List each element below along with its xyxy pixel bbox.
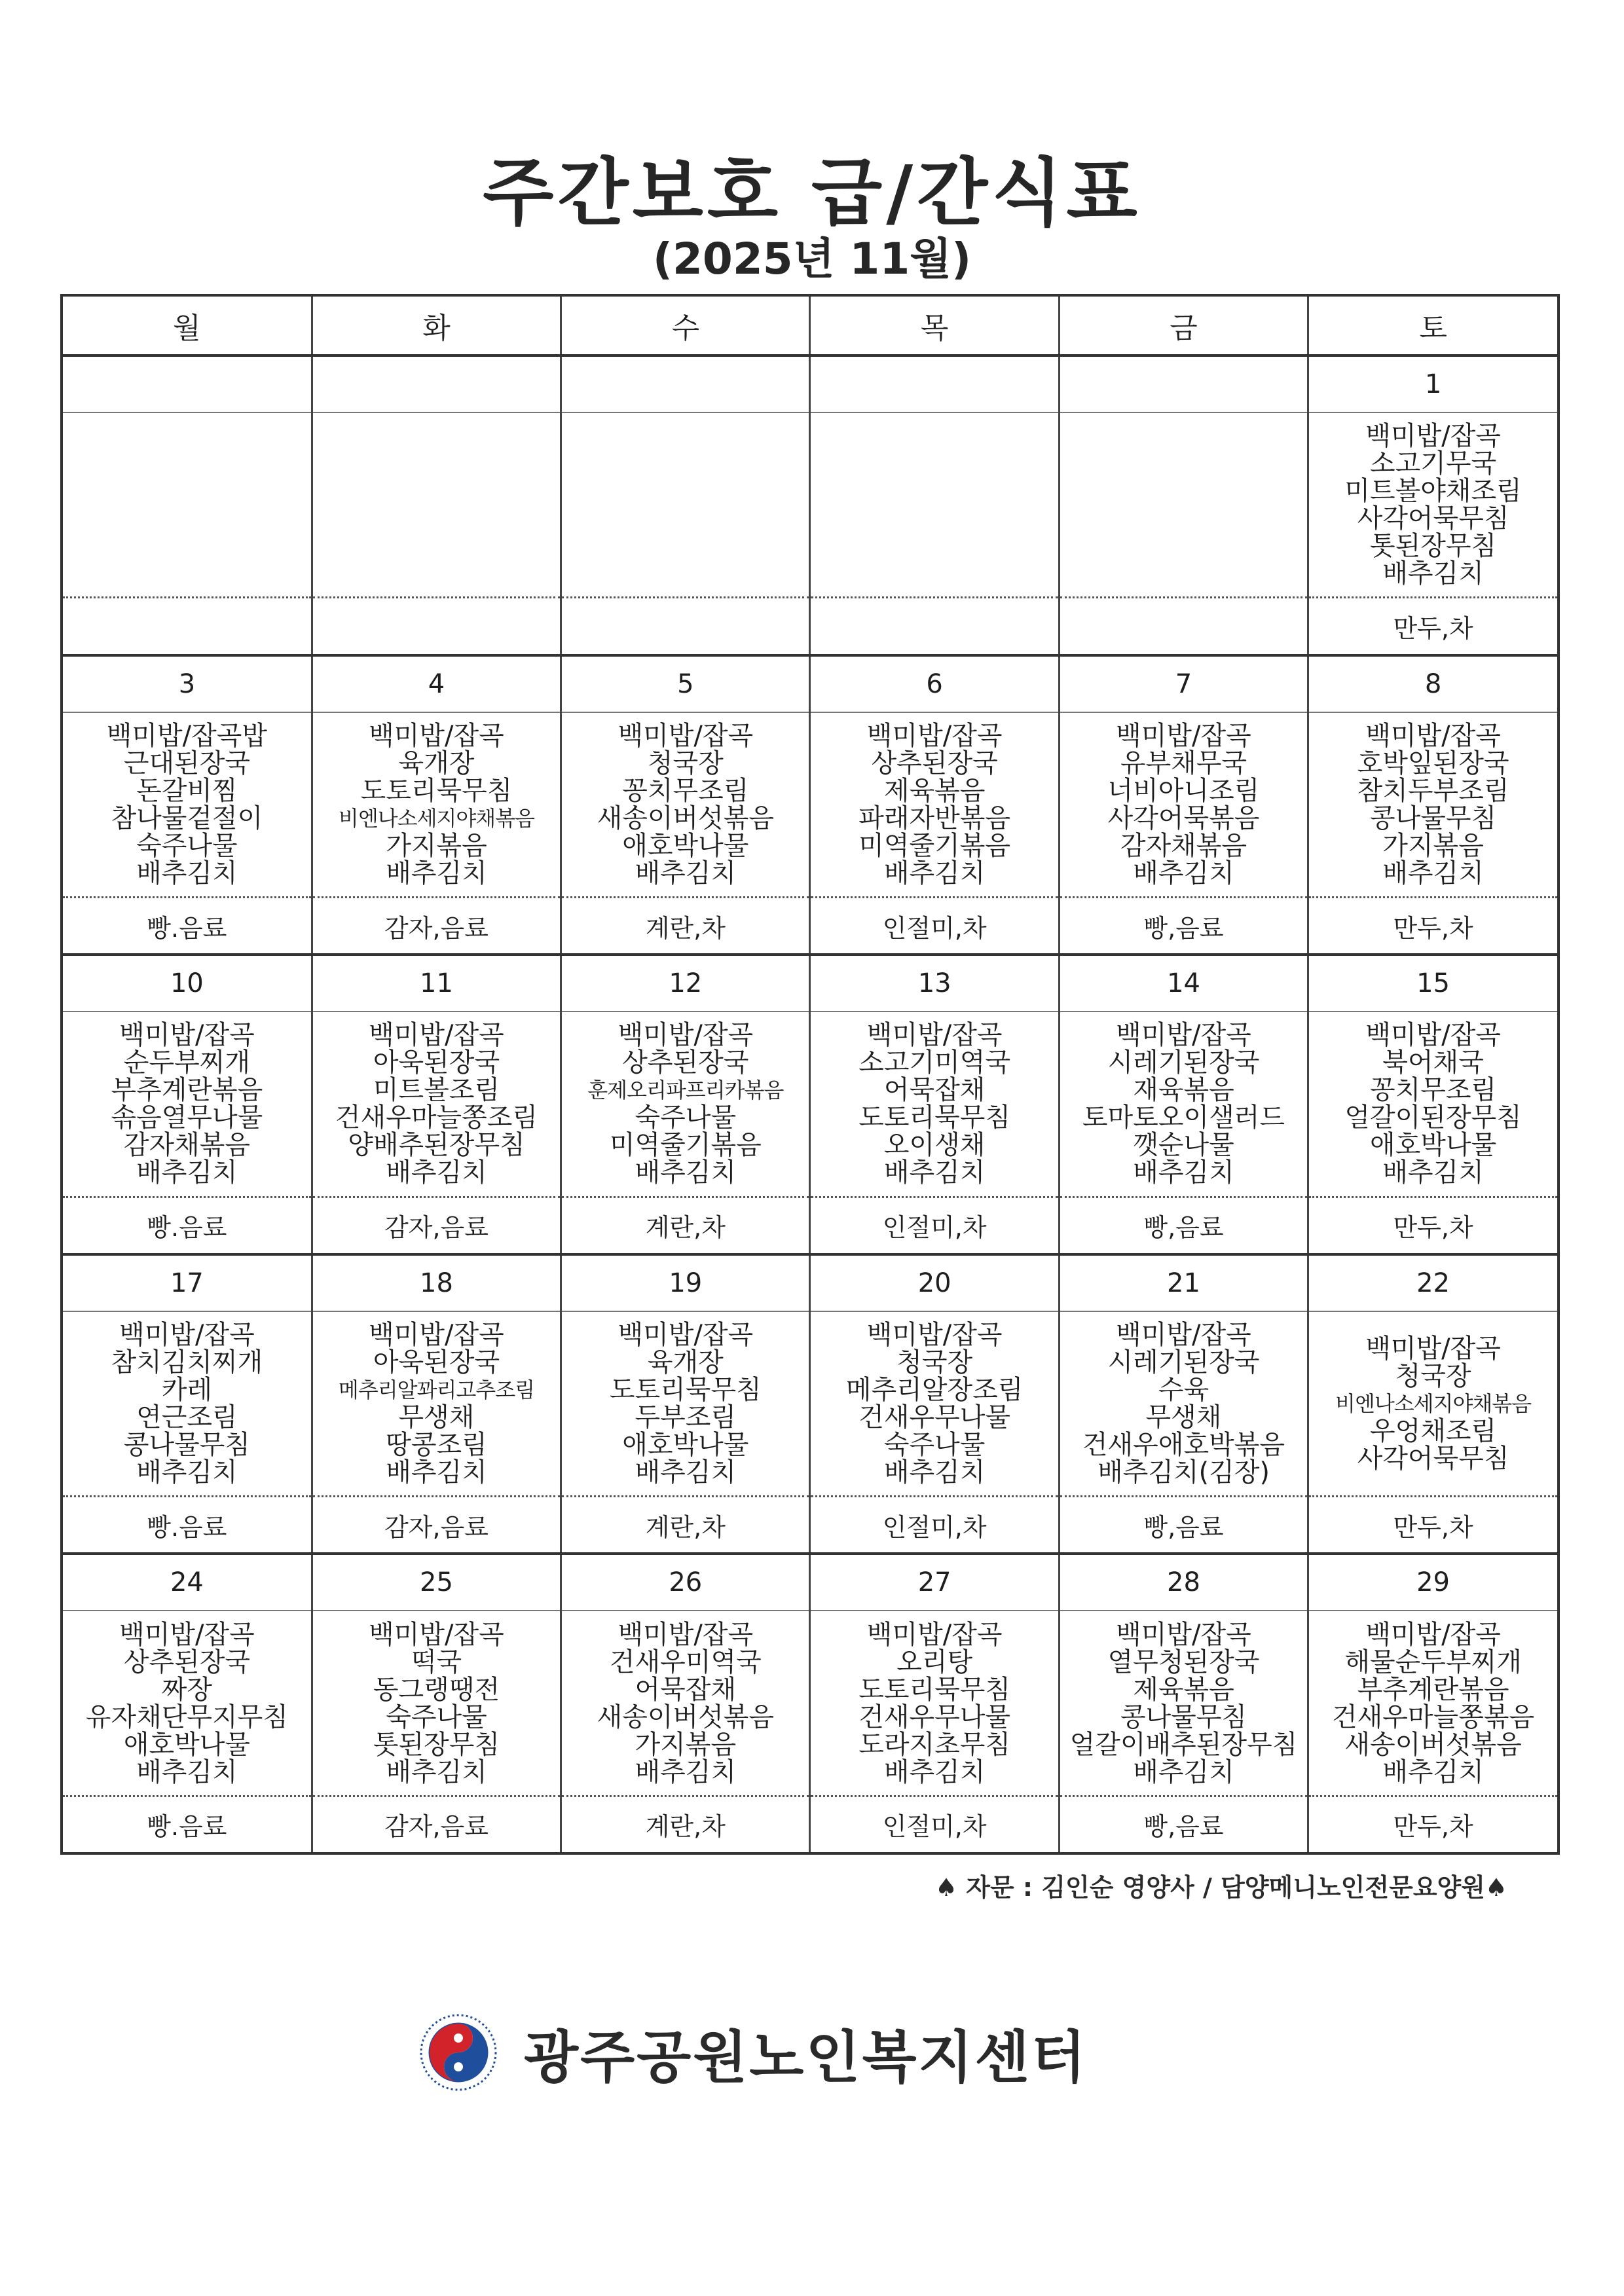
menu-item: 어묵잡채 (883, 1075, 986, 1106)
menu-cell (810, 412, 1059, 598)
menu-item: 백미밥/잡곡 (1116, 1619, 1251, 1650)
menu-item: 애호박나물 (622, 830, 749, 861)
date-row (63, 355, 1557, 412)
menu-item: 배추김치 (883, 1157, 986, 1188)
menu-item: 배추김치(김장) (1097, 1457, 1270, 1488)
menu-item: 메추리알꽈리고추조림 (338, 1377, 535, 1403)
snack-cell: 인절미,차 (810, 1796, 1059, 1852)
menu-item: 백미밥/잡곡 (1365, 1334, 1501, 1364)
date-cell: 19 (561, 1254, 810, 1311)
menu-item: 배추김치 (1133, 1757, 1234, 1787)
menu-cell (1308, 1611, 1557, 1796)
menu-item: 상추된장국 (123, 1647, 251, 1677)
menu-item: 도토리묵무침 (858, 1102, 1011, 1133)
weekday-header: 목 (810, 297, 1059, 355)
snack-cell: 빵,음료 (1059, 1796, 1308, 1852)
organization-name: 광주공원노인복지센터 (524, 2025, 1088, 2090)
menu-item: 두부조림 (635, 1402, 737, 1433)
menu-item: 숙주나물 (883, 1430, 986, 1461)
menu-cell (810, 1611, 1059, 1796)
menu-item: 깻순나물 (1133, 1130, 1234, 1161)
menu-item: 백미밥/잡곡 (1116, 720, 1251, 751)
menu-item: 애호박나물 (622, 1430, 749, 1461)
date-cell: 18 (312, 1254, 561, 1311)
menu-item: 우엉채조림 (1369, 1416, 1497, 1447)
menu-item: 메추리알장조림 (845, 1375, 1024, 1406)
menu-cell (1308, 412, 1557, 598)
snack-row (63, 1197, 1557, 1254)
weekday-header: 금 (1059, 297, 1308, 355)
menu-item: 건새우마늘쫑조림 (335, 1102, 538, 1133)
snack-cell (312, 598, 561, 655)
date-cell: 10 (63, 955, 312, 1011)
menu-item: 가지볶음 (386, 830, 487, 861)
weekday-header: 월 (63, 297, 312, 355)
menu-item: 건새우무나물 (858, 1402, 1011, 1433)
snack-cell (561, 598, 810, 655)
menu-item: 훈제오리파프리카볶음 (587, 1078, 784, 1103)
menu-item: 육개장 (398, 748, 475, 778)
advisory-note: ♠ 자문 : 김인순 영양사 / 담양메니노인전문요양원♠ (934, 1873, 1507, 1902)
page-title: 주간보호 급/간식표 (483, 151, 1141, 236)
date-cell (312, 355, 561, 412)
menu-cell (63, 1311, 312, 1497)
snack-cell (810, 598, 1059, 655)
date-cell: 5 (561, 655, 810, 712)
menu-item: 얼갈이된장무침 (1344, 1102, 1522, 1133)
menu-item: 백미밥/잡곡 (119, 1619, 255, 1650)
snack-cell: 만두,차 (1308, 598, 1557, 655)
menu-item: 숙주나물 (136, 830, 238, 861)
snack-cell: 빵,음료 (1059, 1497, 1308, 1554)
menu-item: 미트볼조림 (373, 1075, 500, 1106)
menu-item: 동그랭땡전 (373, 1674, 500, 1705)
weekday-header: 토 (1308, 297, 1557, 355)
menu-cell (561, 1011, 810, 1197)
menu-item: 숙주나물 (386, 1702, 487, 1732)
menu-cell (1308, 712, 1557, 898)
menu-item: 가지볶음 (1382, 830, 1484, 861)
date-row (63, 655, 1557, 712)
menu-item: 건새우애호박볶음 (1082, 1430, 1285, 1461)
snack-row (63, 598, 1557, 655)
menu-cell (1308, 1311, 1557, 1497)
menu-item: 배추김치 (136, 1157, 238, 1188)
menu-cell (63, 412, 312, 598)
snack-cell: 만두,차 (1308, 1497, 1557, 1554)
snack-cell: 감자,음료 (312, 1197, 561, 1254)
menu-item: 떡국 (411, 1647, 462, 1677)
menu-item: 제육볶음 (883, 775, 986, 806)
menu-item: 카레 (161, 1375, 213, 1406)
menu-item: 배추김치 (883, 1757, 986, 1787)
menu-item: 백미밥/잡곡 (1365, 1619, 1501, 1650)
menu-item: 백미밥/잡곡밥 (106, 720, 268, 751)
date-row (63, 1254, 1557, 1311)
menu-row (63, 1311, 1557, 1497)
weeks-body (63, 355, 1557, 1852)
menu-item: 배추김치 (386, 1757, 487, 1787)
menu-item: 근대된장국 (123, 748, 251, 778)
menu-item: 백미밥/잡곡 (119, 1320, 255, 1351)
menu-item: 배추김치 (386, 1457, 487, 1488)
date-cell (1059, 355, 1308, 412)
menu-cell (561, 412, 810, 598)
menu-row (63, 412, 1557, 598)
menu-item: 부추계란볶음 (1357, 1674, 1509, 1705)
menu-item: 애호박나물 (123, 1729, 251, 1760)
date-row (63, 955, 1557, 1011)
menu-item: 양배추된장무침 (348, 1130, 525, 1161)
menu-cell (1059, 1311, 1308, 1497)
date-row (63, 1554, 1557, 1611)
menu-item: 어묵잡채 (635, 1674, 737, 1705)
menu-item: 육개장 (647, 1347, 724, 1378)
menu-item: 짜장 (161, 1674, 213, 1705)
menu-item: 청국장 (896, 1347, 973, 1378)
menu-item: 가지볶음 (635, 1729, 737, 1760)
date-cell: 12 (561, 955, 810, 1011)
menu-item: 오이생채 (883, 1130, 986, 1161)
menu-cell (1059, 1011, 1308, 1197)
menu-cell (1059, 712, 1308, 898)
date-cell: 22 (1308, 1254, 1557, 1311)
menu-item: 백미밥/잡곡 (369, 720, 504, 751)
date-cell (63, 355, 312, 412)
menu-cell (810, 1311, 1059, 1497)
weekday-header: 화 (312, 297, 561, 355)
menu-item: 백미밥/잡곡 (1116, 1320, 1251, 1351)
menu-item: 꽁치무조림 (1369, 1075, 1497, 1106)
menu-cell (1059, 412, 1308, 598)
snack-cell: 만두,차 (1308, 898, 1557, 955)
menu-item: 도토리묵무침 (609, 1375, 762, 1406)
menu-item: 감자채볶음 (123, 1130, 251, 1161)
menu-cell (1308, 1011, 1557, 1197)
date-cell: 8 (1308, 655, 1557, 712)
menu-item: 아욱된장국 (373, 1347, 500, 1378)
menu-item: 감자채볶음 (1120, 830, 1247, 861)
menu-row (63, 1611, 1557, 1796)
menu-item: 새송이버섯볶음 (597, 803, 775, 833)
menu-item: 배추김치 (386, 1157, 487, 1188)
menu-item: 백미밥/잡곡 (1365, 720, 1501, 751)
date-cell: 14 (1059, 955, 1308, 1011)
menu-row (63, 712, 1557, 898)
snack-cell (1059, 598, 1308, 655)
menu-item: 백미밥/잡곡 (618, 720, 754, 751)
menu-item: 백미밥/잡곡 (866, 720, 1003, 751)
menu-item: 백미밥/잡곡 (1365, 1020, 1501, 1051)
menu-item: 배추김치 (1133, 1157, 1234, 1188)
menu-item: 제육볶음 (1133, 1674, 1234, 1705)
menu-item: 소고기무국 (1369, 448, 1497, 479)
menu-item: 백미밥/잡곡 (1365, 421, 1501, 452)
date-cell: 20 (810, 1254, 1059, 1311)
menu-cell (810, 712, 1059, 898)
menu-item: 청국장 (647, 748, 724, 778)
menu-item: 솎음열무나물 (111, 1102, 263, 1133)
menu-item: 숙주나물 (635, 1102, 737, 1133)
menu-item: 유부채무국 (1120, 748, 1247, 778)
menu-item: 땅콩조림 (386, 1430, 487, 1461)
menu-item: 도토리묵무침 (858, 1674, 1011, 1705)
menu-table-frame (60, 294, 1560, 1855)
snack-cell: 감자,음료 (312, 898, 561, 955)
menu-item: 백미밥/잡곡 (866, 1619, 1003, 1650)
menu-item: 토마토오이샐러드 (1082, 1102, 1285, 1133)
snack-row (63, 1796, 1557, 1852)
date-cell (561, 355, 810, 412)
menu-item: 북어채국 (1382, 1048, 1484, 1078)
menu-cell (312, 712, 561, 898)
snack-cell: 인절미,차 (810, 1497, 1059, 1554)
menu-cell (312, 1311, 561, 1497)
menu-item: 새송이버섯볶음 (597, 1702, 775, 1732)
menu-cell (561, 1611, 810, 1796)
menu-cell (312, 412, 561, 598)
menu-item: 배추김치 (386, 858, 487, 888)
menu-item: 톳된장무침 (1369, 531, 1497, 562)
menu-item: 참치김치찌개 (111, 1347, 263, 1378)
menu-cell (312, 1611, 561, 1796)
date-cell: 15 (1308, 955, 1557, 1011)
snack-cell: 인절미,차 (810, 1197, 1059, 1254)
date-cell: 29 (1308, 1554, 1557, 1611)
menu-item: 참나물겉절이 (111, 803, 263, 833)
menu-item: 백미밥/잡곡 (369, 1320, 504, 1351)
snack-cell: 계란,차 (561, 1796, 810, 1852)
snack-cell: 감자,음료 (312, 1796, 561, 1852)
menu-item: 사각어묵무침 (1357, 1444, 1509, 1474)
date-cell: 26 (561, 1554, 810, 1611)
menu-item: 시레기된장국 (1107, 1347, 1260, 1378)
menu-item: 배추김치 (635, 1757, 737, 1787)
menu-row (63, 1011, 1557, 1197)
date-cell (810, 355, 1059, 412)
menu-cell (312, 1011, 561, 1197)
menu-item: 배추김치 (1382, 1157, 1484, 1188)
menu-item: 청국장 (1395, 1361, 1471, 1392)
menu-cell (63, 1611, 312, 1796)
menu-item: 백미밥/잡곡 (618, 1020, 754, 1051)
snack-cell: 만두,차 (1308, 1796, 1557, 1852)
menu-item: 사각어묵볶음 (1107, 803, 1260, 833)
emblem-icon (419, 2013, 498, 2092)
menu-item: 콩나물무침 (123, 1430, 251, 1461)
menu-item: 참치두부조림 (1357, 775, 1509, 806)
menu-item: 백미밥/잡곡 (866, 1020, 1003, 1051)
menu-item: 호박잎된장국 (1357, 748, 1509, 778)
menu-item: 건새우마늘쫑볶음 (1332, 1702, 1535, 1732)
menu-item: 백미밥/잡곡 (369, 1619, 504, 1650)
date-cell: 13 (810, 955, 1059, 1011)
snack-cell: 감자,음료 (312, 1497, 561, 1554)
snack-cell: 빵.음료 (63, 1197, 312, 1254)
menu-cell (561, 712, 810, 898)
menu-cell (63, 712, 312, 898)
menu-item: 상추된장국 (622, 1048, 749, 1078)
menu-item: 백미밥/잡곡 (1116, 1020, 1251, 1051)
snack-cell: 빵.음료 (63, 1497, 312, 1554)
menu-item: 톳된장무침 (373, 1729, 500, 1760)
menu-item: 배추김치 (635, 1457, 737, 1488)
date-cell: 11 (312, 955, 561, 1011)
menu-item: 수육 (1158, 1375, 1209, 1406)
date-cell: 21 (1059, 1254, 1308, 1311)
date-cell: 4 (312, 655, 561, 712)
menu-item: 소고기미역국 (858, 1048, 1011, 1078)
menu-item: 배추김치 (1382, 858, 1484, 888)
menu-item: 시레기된장국 (1107, 1048, 1260, 1078)
date-cell: 24 (63, 1554, 312, 1611)
date-cell: 1 (1308, 355, 1557, 412)
menu-item: 배추김치 (883, 1457, 986, 1488)
menu-item: 상추된장국 (871, 748, 998, 778)
menu-item: 콩나물무침 (1120, 1702, 1247, 1732)
snack-cell: 계란,차 (561, 898, 810, 955)
menu-cell (1059, 1611, 1308, 1796)
date-cell: 17 (63, 1254, 312, 1311)
menu-item: 무생채 (1145, 1402, 1222, 1433)
menu-item: 비엔나소세지야채볶음 (1335, 1391, 1532, 1417)
date-cell: 6 (810, 655, 1059, 712)
menu-item: 백미밥/잡곡 (866, 1320, 1003, 1351)
menu-item: 배추김치 (1133, 858, 1234, 888)
snack-cell: 계란,차 (561, 1497, 810, 1554)
menu-item: 배추김치 (635, 1157, 737, 1188)
menu-item: 배추김치 (136, 858, 238, 888)
weekday-header: 수 (561, 297, 810, 355)
menu-item: 도토리묵무침 (360, 775, 513, 806)
menu-item: 배추김치 (1382, 1757, 1484, 1787)
menu-item: 재육볶음 (1133, 1075, 1234, 1106)
menu-item: 배추김치 (1382, 558, 1484, 589)
menu-item: 사각어묵무침 (1357, 503, 1509, 534)
menu-item: 콩나물무침 (1369, 803, 1497, 833)
menu-item: 아욱된장국 (373, 1048, 500, 1078)
menu-item: 유자채단무지무침 (85, 1702, 288, 1732)
snack-cell: 빵,음료 (1059, 898, 1308, 955)
menu-item: 무생채 (398, 1402, 475, 1433)
menu-item: 미역줄기볶음 (858, 830, 1011, 861)
menu-item: 순두부찌개 (123, 1048, 251, 1078)
menu-item: 미역줄기볶음 (609, 1130, 762, 1161)
snack-cell: 빵.음료 (63, 898, 312, 955)
menu-item: 새송이버섯볶음 (1344, 1729, 1522, 1760)
menu-cell (810, 1011, 1059, 1197)
menu-item: 백미밥/잡곡 (618, 1320, 754, 1351)
snack-row (63, 898, 1557, 955)
date-cell: 25 (312, 1554, 561, 1611)
menu-item: 백미밥/잡곡 (618, 1619, 754, 1650)
snack-row (63, 1497, 1557, 1554)
menu-item: 배추김치 (136, 1757, 238, 1787)
menu-cell (561, 1311, 810, 1497)
menu-item: 도라지초무침 (858, 1729, 1011, 1760)
page-subtitle: (2025년 11월) (652, 234, 972, 284)
menu-item: 꽁치무조림 (622, 775, 749, 806)
date-cell: 27 (810, 1554, 1059, 1611)
menu-item: 부추계란볶음 (111, 1075, 263, 1106)
menu-item: 얼갈이배추된장무침 (1069, 1729, 1298, 1760)
menu-item: 너비아니조림 (1107, 775, 1260, 806)
menu-item: 배추김치 (136, 1457, 238, 1488)
menu-item: 건새우무나물 (858, 1702, 1011, 1732)
snack-cell: 빵,음료 (1059, 1197, 1308, 1254)
menu-item: 배추김치 (883, 858, 986, 888)
menu-item: 백미밥/잡곡 (119, 1020, 255, 1051)
date-cell: 7 (1059, 655, 1308, 712)
snack-cell: 인절미,차 (810, 898, 1059, 955)
menu-item: 건새우미역국 (609, 1647, 762, 1677)
organization-block (419, 2003, 1088, 2102)
weekday-header-row (63, 297, 1557, 355)
menu-item: 열무청된장국 (1107, 1647, 1260, 1677)
snack-cell: 계란,차 (561, 1197, 810, 1254)
menu-item: 연근조림 (136, 1402, 238, 1433)
menu-item: 배추김치 (635, 858, 737, 888)
menu-item: 비엔나소세지야채볶음 (338, 805, 535, 831)
menu-item: 오리탕 (896, 1647, 973, 1677)
menu-item: 돈갈비찜 (136, 775, 238, 806)
snack-cell: 만두,차 (1308, 1197, 1557, 1254)
snack-cell (63, 598, 312, 655)
date-cell: 28 (1059, 1554, 1308, 1611)
menu-item: 미트볼야채조림 (1344, 476, 1522, 507)
menu-item: 백미밥/잡곡 (369, 1020, 504, 1051)
snack-cell: 빵.음료 (147, 1812, 227, 1842)
menu-cell (63, 1011, 312, 1197)
menu-item: 파래자반볶음 (858, 803, 1011, 833)
menu-item: 애호박나물 (1369, 1130, 1497, 1161)
date-cell: 3 (63, 655, 312, 712)
menu-table (63, 297, 1557, 1852)
menu-item: 해물순두부찌개 (1344, 1647, 1522, 1677)
